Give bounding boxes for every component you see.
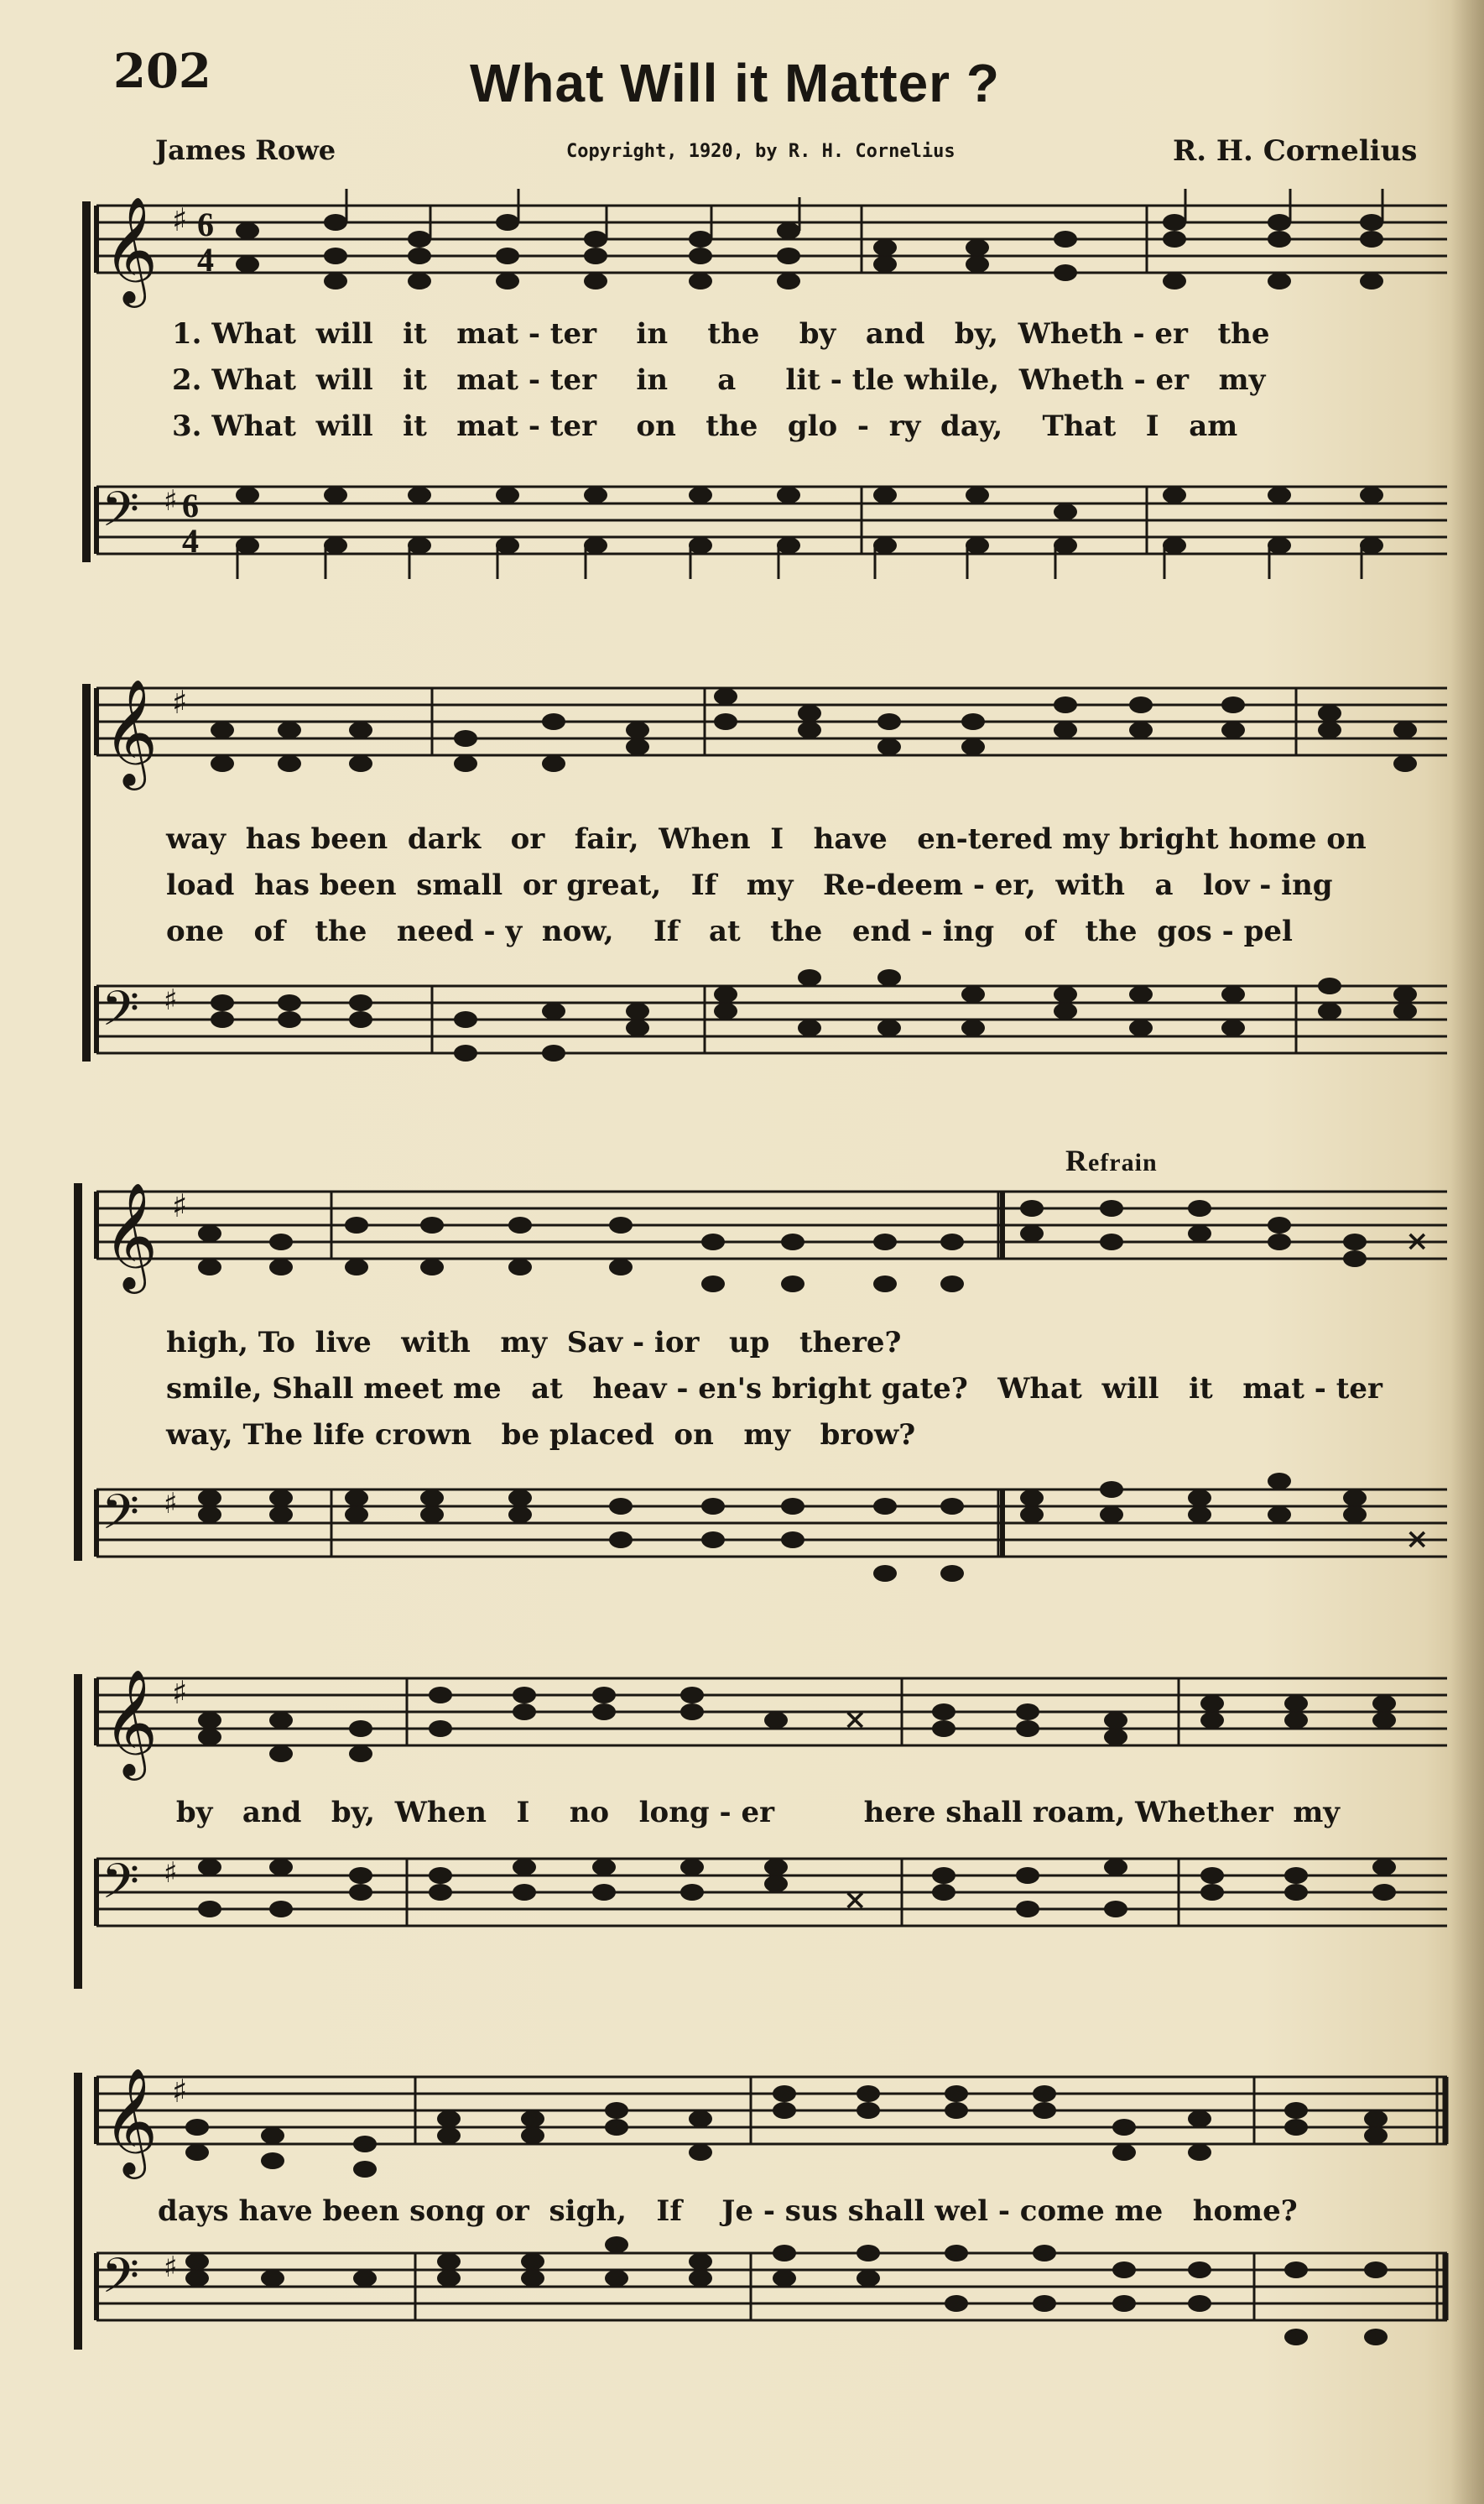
lyric-line-1-verse-1: 1. What will it mat - ter in the by and by, Wheth - er the	[172, 317, 1270, 351]
treble-staff-3	[80, 1175, 1455, 1301]
page-number: 202	[113, 44, 211, 99]
treble-staff-4	[80, 1662, 1455, 1787]
svg-text:𝄞: 𝄞	[103, 1668, 159, 1776]
svg-text:𝄢: 𝄢	[102, 481, 140, 550]
composer-credit: R. H. Cornelius	[1173, 134, 1418, 168]
svg-text:4: 4	[182, 522, 199, 560]
treble-staff-5	[80, 2060, 1455, 2186]
svg-text:♯: ♯	[172, 1673, 188, 1711]
lyric-line-2-verse-3: one of the need - y now, If at the end - ing of the gos - pel	[166, 915, 1293, 948]
bass-staff-5	[80, 2236, 1455, 2362]
system-brace-1	[82, 201, 91, 562]
lyric-line-4: by and by, When I no long - er here shall roam, Whether my	[166, 1796, 1341, 1829]
svg-text:𝄞: 𝄞	[103, 2067, 159, 2174]
svg-text:♯: ♯	[172, 2072, 188, 2110]
lyric-line-3-verse-1: high, To live with my Sav - ior up there?	[166, 1326, 902, 1359]
copyright-notice: Copyright, 1920, by R. H. Cornelius	[566, 141, 955, 162]
svg-text:♯: ♯	[164, 2251, 178, 2284]
svg-text:♯: ♯	[172, 683, 188, 721]
hymn-title: What Will it Matter ?	[470, 53, 1000, 113]
refrain-label: Refrain	[1065, 1144, 1158, 1177]
treble-staff-1	[80, 189, 1455, 315]
svg-text:×: ×	[1405, 1224, 1429, 1258]
bass-staff-2	[80, 969, 1455, 1095]
lyric-line-5: days have been song or sigh, If Je - sus shall wel - come me home?	[158, 2194, 1298, 2228]
svg-text:♯: ♯	[172, 201, 188, 238]
svg-text:×: ×	[1405, 1522, 1429, 1556]
svg-text:𝄢: 𝄢	[102, 1853, 140, 1922]
author-credit: James Rowe	[155, 134, 336, 166]
svg-text:♯: ♯	[164, 983, 178, 1017]
lyric-line-3-verse-2: smile, Shall meet me at heav - en's bright gate? What will it mat - ter	[166, 1372, 1382, 1406]
lyric-line-3-verse-3: way, The life crown be placed on my brow?	[166, 1418, 916, 1452]
svg-text:𝄞: 𝄞	[103, 196, 159, 303]
lyric-line-1-verse-2: 2. What will it mat - ter in a lit - tle while, Wheth - er my	[172, 363, 1266, 397]
system-brace-3	[74, 1183, 82, 1561]
treble-staff-2	[80, 671, 1455, 797]
svg-text:×: ×	[843, 1883, 867, 1917]
svg-text:𝄢: 𝄢	[102, 2247, 140, 2316]
svg-text:6: 6	[197, 206, 214, 243]
system-brace-2	[82, 684, 91, 1062]
bass-staff-3	[80, 1473, 1455, 1599]
page-spine-shadow	[1450, 0, 1484, 2504]
svg-text:4: 4	[197, 241, 214, 279]
system-brace-4	[74, 1674, 82, 1989]
svg-text:𝄞: 𝄞	[103, 678, 159, 785]
lyric-line-1-verse-3: 3. What will it mat - ter on the glo - ry day, That I am	[172, 410, 1238, 443]
svg-text:𝄞: 𝄞	[103, 1182, 159, 1289]
bass-staff-4	[80, 1842, 1455, 1968]
svg-text:𝄢: 𝄢	[102, 1484, 140, 1552]
svg-text:♯: ♯	[164, 1487, 178, 1521]
lyric-line-2-verse-1: way has been dark or fair, When I have en-tered my bright home on	[166, 822, 1367, 856]
bass-staff-1	[80, 470, 1455, 596]
svg-text:×: ×	[843, 1703, 867, 1736]
svg-text:𝄢: 𝄢	[102, 980, 140, 1049]
system-brace-5	[74, 2073, 82, 2350]
lyric-line-2-verse-2: load has been small or great, If my Re-deem - er, with a lov - ing	[166, 869, 1333, 902]
svg-text:♯: ♯	[164, 484, 178, 518]
svg-text:♯: ♯	[164, 1856, 178, 1890]
svg-text:6: 6	[182, 487, 199, 524]
svg-text:♯: ♯	[172, 1187, 188, 1224]
